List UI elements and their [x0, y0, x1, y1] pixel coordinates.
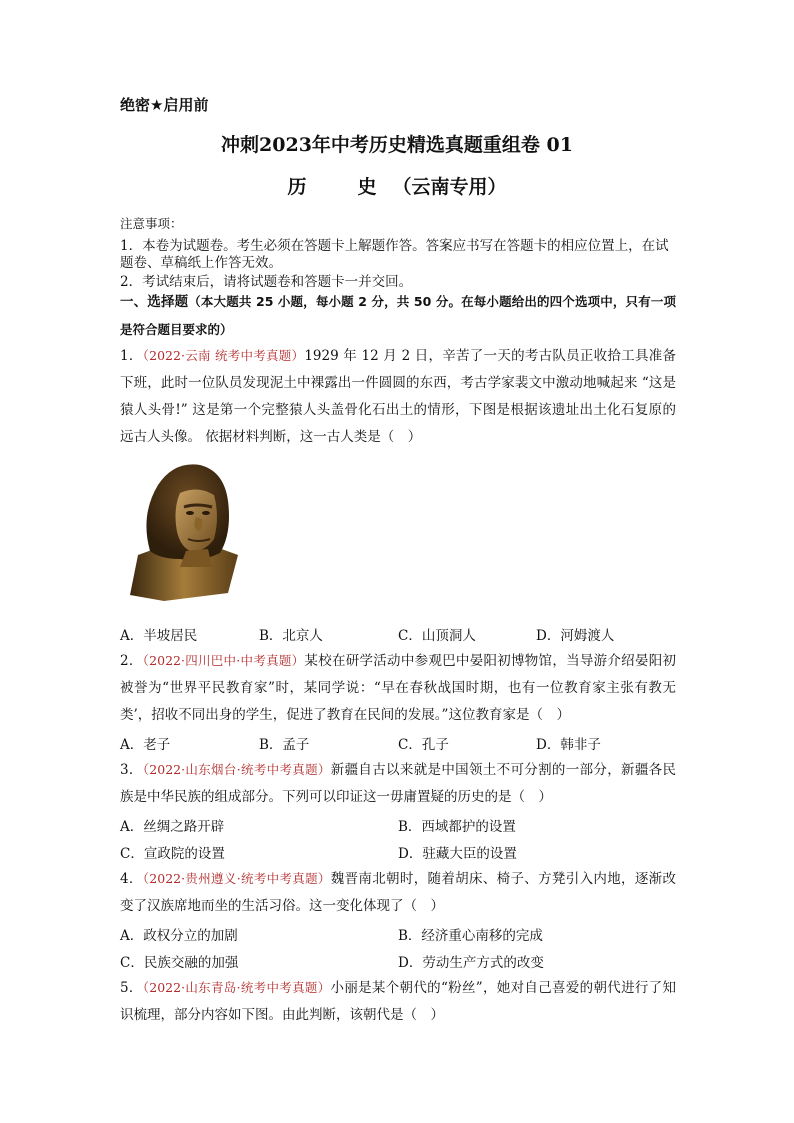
question-4 [120, 865, 676, 920]
question-text: 新疆自古以来就是中国领土不可分割的一部分，新疆各民族是中华民族的组成部分。下列可以印证这一毋庸置疑的历史的是（ ） [120, 762, 676, 805]
option-a[interactable]: A．半坡居民 [120, 628, 198, 644]
option-c[interactable]: C．宣政院的设置 [120, 846, 225, 862]
question-text: 小丽是某个朝代的“粉丝”，她对自己喜爱的朝代进行了知识梳理，部分内容如下图。由此判断，该朝代是（ ） [120, 980, 676, 1023]
section-label: 一、选择题 [120, 294, 189, 310]
question-3-options-row1 [120, 815, 680, 837]
exam-title: 冲刺2023年中考历史精选真题重组卷 01 [221, 134, 573, 156]
option-b[interactable]: B．经济重心南移的完成 [398, 928, 543, 944]
question-1 [120, 342, 676, 451]
question-source: （2022·四川巴中·中考真题） [142, 653, 305, 668]
question-2 [120, 647, 676, 729]
question-5 [120, 974, 676, 1029]
notice-item: 2．考试结束后，请将试题卷和答题卡一并交回。 [120, 274, 413, 290]
subject-region: （云南专用） [392, 176, 507, 198]
question-source: （2022·山东青岛·统考中考真题） [142, 980, 331, 995]
option-b[interactable]: B．孟子 [259, 737, 310, 753]
question-number: 2． [120, 653, 143, 669]
notice-heading: 注意事项： [120, 216, 183, 231]
section-description: （本大题共 25 小题，每小题 2 分，共 50 分。在每小题给出的四个选项中，只有一项是符合题目要求的） [120, 294, 676, 337]
question-2-options [120, 733, 680, 755]
option-c[interactable]: C．孔子 [398, 737, 449, 753]
exam-subject [0, 172, 794, 199]
question-source: （2022·山东烟台·统考中考真题） [142, 762, 331, 777]
option-d[interactable]: D．驻藏大臣的设置 [398, 846, 517, 862]
confidential-label: 绝密★启用前 [120, 96, 209, 114]
option-a[interactable]: A．政权分立的加剧 [120, 928, 238, 944]
option-b[interactable]: B．西域都护的设置 [398, 819, 516, 835]
question-number: 5． [120, 980, 143, 996]
question-3-options-row2 [120, 842, 680, 864]
option-c[interactable]: C．山顶洞人 [398, 628, 476, 644]
peking-man-bust-image [120, 455, 244, 603]
question-text: 1929 年 12 月 2 日，辛苦了一天的考古队员正收拾工具准备下班，此时一位队员发现泥土中裸露出一件圆圆的东西，考古学家裴文中激动地喊起来 “这是猿人头骨!” 这是第一个完整猿人头盖骨化石出土的情形，下图是根据该遗址出土化石复原的远古人头像。 依据材料判断，这一古人类是（ ） [120, 348, 676, 445]
question-number: 1． [120, 348, 143, 364]
section-header [120, 288, 676, 344]
option-c[interactable]: C．民族交融的加强 [120, 955, 239, 971]
question-number: 4． [120, 871, 143, 887]
subject-name: 历 史 [287, 176, 393, 198]
question-source: （2022·云南 统考中考真题） [142, 348, 305, 363]
option-a[interactable]: A．老子 [120, 737, 171, 753]
question-3 [120, 756, 676, 811]
option-a[interactable]: A．丝绸之路开辟 [120, 819, 225, 835]
option-d[interactable]: D．劳动生产方式的改变 [398, 955, 544, 971]
question-number: 3． [120, 762, 143, 778]
notice-item: 1．本卷为试题卷。考生必须在答题卡上解题作答。答案应书写在答题卡的相应位置上，在试题卷、草稿纸上作答无效。 [120, 238, 669, 271]
option-b[interactable]: B．北京人 [259, 628, 323, 644]
question-source: （2022·贵州遵义·统考中考真题） [142, 871, 331, 886]
question-4-options-row1 [120, 924, 680, 946]
option-d[interactable]: D．河姆渡人 [536, 628, 615, 644]
option-d[interactable]: D．韩非子 [536, 737, 601, 753]
question-4-options-row2 [120, 951, 680, 973]
question-1-options [120, 624, 680, 646]
question-text: 魏晋南北朝时，随着胡床、椅子、方凳引入内地，逐渐改变了汉族席地而坐的生活习俗。这一变化体现了（ ） [120, 871, 676, 914]
question-text: 某校在研学活动中参观巴中晏阳初博物馆，当导游介绍晏阳初被誉为“世界平民教育家”时，某同学说：“早在春秋战国时期，也有一位教育家主张有教无类’，招收不同出身的学生，促进了教育在民间的发展。”这位教育家是（ ） [120, 653, 676, 723]
